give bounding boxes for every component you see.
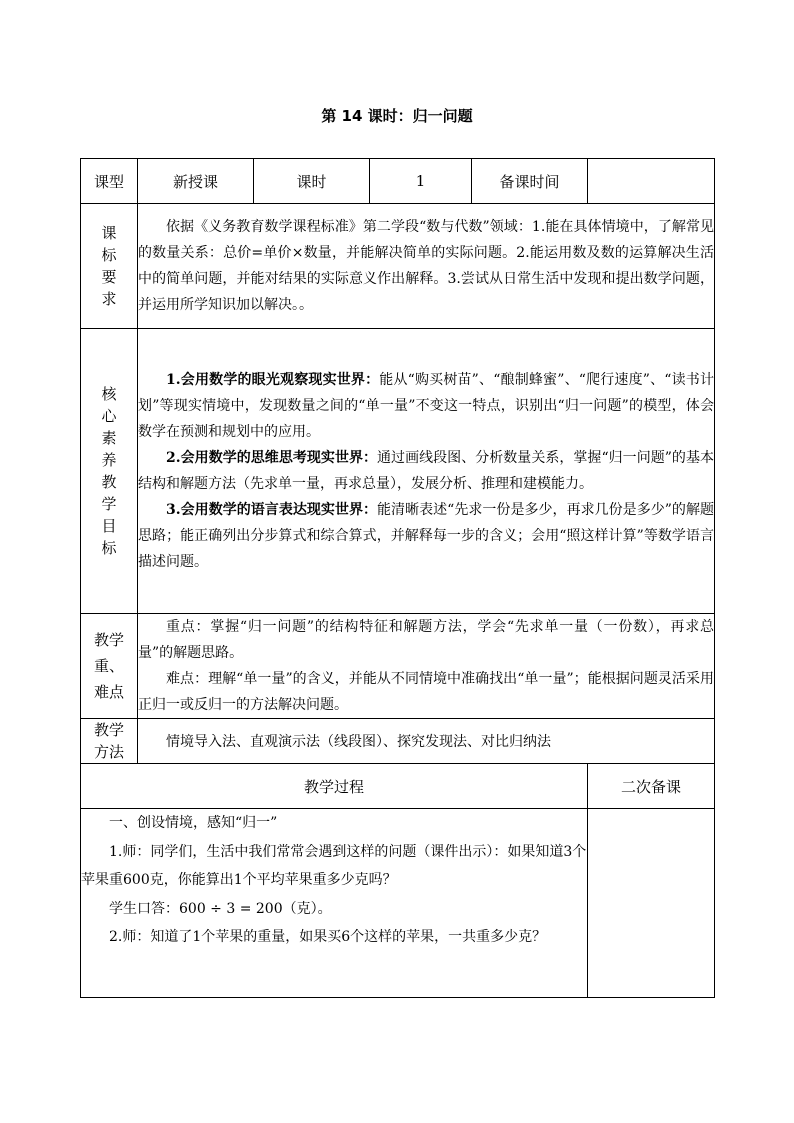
goal-item [138,367,714,445]
key-focus: 重点：掌握“归一问题”的结构特征和解题方法，学会“先求单一量（一份数），再求总量”的解题思路。 [138,619,714,661]
curriculum-row [81,204,715,329]
second-prep-cell [588,809,715,998]
goal-text: 通过画线段图、分析数量关系，掌握“归一问题”的基本结构和解题方法（先求单一量，再求总量），发展分析、推理和建模能力。 [138,450,714,492]
goal-heading: 2.会用数学的思维思考现实世界： [166,450,378,466]
lesson-type-value: 新授课 [138,159,254,204]
goals-row [81,329,715,614]
process-body [81,809,588,998]
methods-label-line: 方法 [93,743,124,761]
process-line: 2.师：知道了1个苹果的重量，如果买6个这样的苹果，一共重多少克？ [109,929,547,945]
keypoints-label-line: 教学 [93,631,124,649]
goals-label-char: 目 [101,517,117,535]
keypoints-label-line: 重、 [93,657,124,675]
goal-item [138,497,714,575]
methods-row [81,719,715,764]
goals-label-char: 心 [101,407,117,425]
lesson-hours-value: 1 [370,159,472,204]
goal-text: 能从“购买树苗”、“酿制蜂蜜”、“爬行速度”、“读书计划”等现实情境中，发现数量之间的“单一量”不变这一特点，识别出“归一问题”的模型，体会数学在预测和规划中的应用。 [138,372,714,440]
keypoints-text [138,614,715,719]
prep-time-label: 备课时间 [472,159,588,204]
goal-heading: 1.会用数学的眼光观察现实世界： [166,372,380,388]
lesson-plan-table [80,158,715,998]
key-difficulty: 难点：理解“单一量”的含义，并能从不同情境中准确找出“单一量”；能根据问题灵活采用正归一或反归一的方法解决问题。 [138,671,714,713]
process-line: 一、创设情境，感知“归一” [109,815,278,831]
goals-label [81,329,138,614]
process-line: 学生口答：600 ÷ 3 = 200（克）。 [109,900,332,917]
goal-text: 能清晰表述“先求一份是多少，再求几份是多少”的解题思路；能正确列出分步算式和综合算式，并解释每一步的含义；会用“照这样计算”等数学语言描述问题。 [138,502,714,570]
goals-label-char: 养 [101,451,117,469]
curriculum-label [81,204,138,329]
lesson-type-label: 课型 [81,159,138,204]
goals-label-char: 素 [101,429,117,447]
methods-label [81,719,138,764]
goals-text [138,329,715,614]
second-prep-header: 二次备课 [588,764,715,809]
goals-label-char: 标 [101,539,117,557]
methods-label-line: 教学 [93,721,124,739]
curriculum-label-char: 求 [101,290,117,308]
process-body-row [81,809,715,998]
goals-label-char: 教 [101,473,117,491]
goal-item [138,445,714,497]
process-line: 1.师：同学们，生活中我们常常会遇到这样的问题（课件出示）：如果知道3个苹果重600克，你能算出1个平均苹果重多少克吗？ [81,843,587,888]
page-title: 第 14 课时：归一问题 [321,107,473,125]
keypoints-row [81,614,715,719]
methods-text: 情境导入法、直观演示法（线段图）、探究发现法、对比归纳法 [138,719,715,764]
process-header-row [81,764,715,809]
goals-label-char: 学 [101,495,117,513]
keypoints-label-line: 难点 [93,683,124,701]
keypoints-label [81,614,138,719]
header-row [81,159,715,204]
curriculum-label-char: 要 [101,268,117,286]
curriculum-text [138,204,715,329]
curriculum-paragraph: 依据《义务教育数学课程标准》第二学段“数与代数”领域：1.能在具体情境中，了解常见的数量关系：总价=单价×数量，并能解决简单的实际问题。2.能运用数及数的运算解决生活中的简单问题，并能对结果的实际意义作出解释。3.尝试从日常生活中发现和提出数学问题，并运用所学知识加以解决。。 [138,219,714,313]
curriculum-label-char: 课 [101,224,117,242]
lesson-hours-label: 课时 [254,159,370,204]
goals-label-char: 核 [101,385,117,403]
process-header: 教学过程 [81,764,588,809]
prep-time-value [588,159,715,204]
curriculum-label-char: 标 [101,246,117,264]
goal-heading: 3.会用数学的语言表达现实世界： [166,502,378,518]
